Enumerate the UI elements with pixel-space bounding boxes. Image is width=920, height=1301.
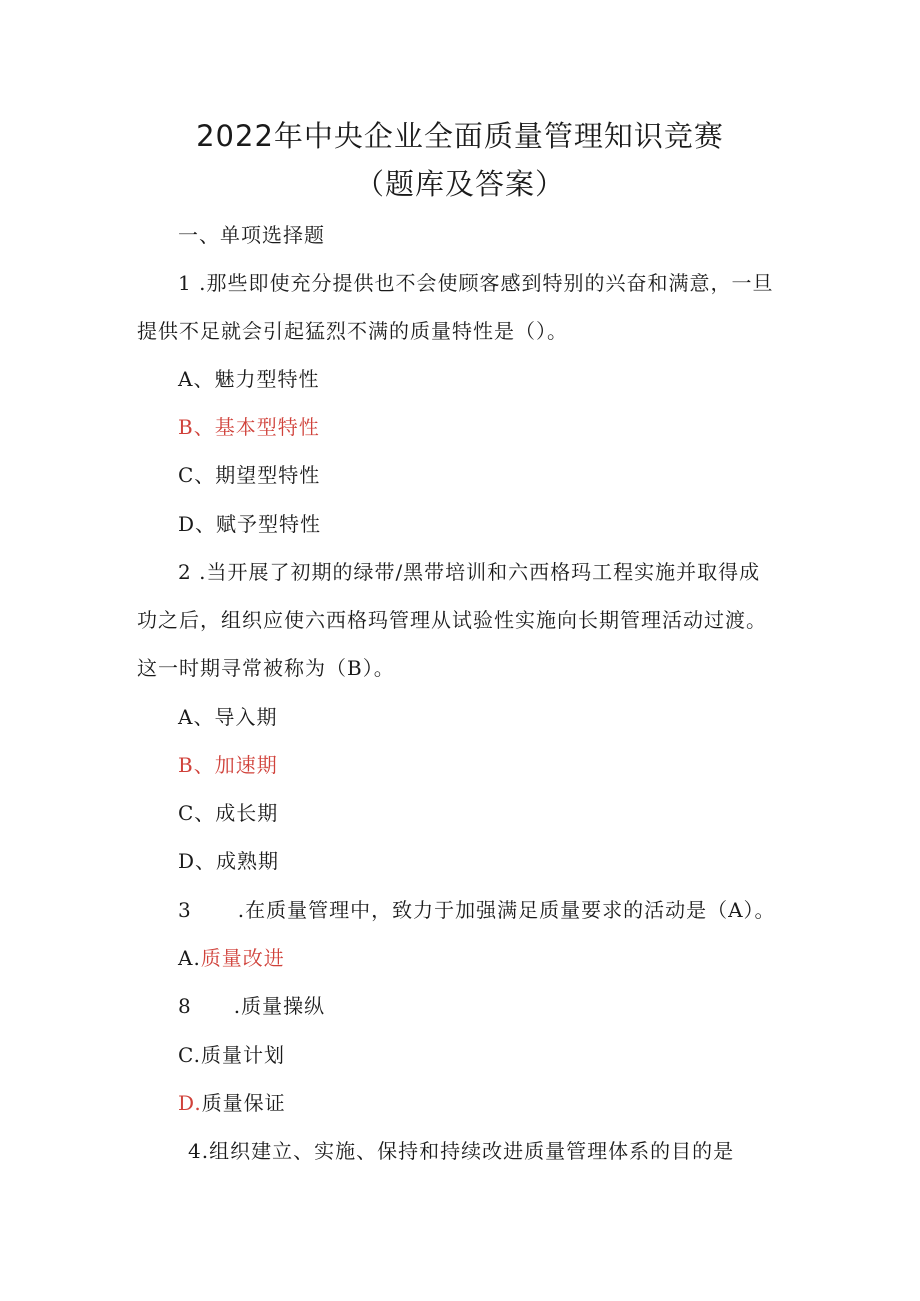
q2-option-c: C、成长期 <box>178 801 279 825</box>
q1-option-a: A、魅力型特性 <box>178 367 320 391</box>
q3-option-b-text: .质量操纵 <box>233 994 326 1018</box>
section-heading: 一、单项选择题 <box>178 223 325 247</box>
q2-stem-line3: 这一时期寻常被称为（B）。 <box>137 656 395 680</box>
q3-option-d-text: 质量保证 <box>201 1091 286 1115</box>
q2-option-a: A、导入期 <box>178 705 278 729</box>
q1-option-d: D、赋予型特性 <box>178 512 322 536</box>
q3-option-b <box>178 993 325 1019</box>
q2-option-d: D、成熟期 <box>178 849 280 873</box>
q3-option-a-answer: 质量改进 <box>200 946 285 970</box>
q3-option-a-prefix: A. <box>178 946 201 970</box>
q4-stem-line1: 4.组织建立、实施、保持和持续改进质量管理体系的目的是 <box>188 1139 735 1163</box>
q2-stem-line2: 功之后，组织应使六西格玛管理从试验性实施向长期管理活动过渡。 <box>137 608 767 632</box>
q1-stem-line2: 提供不足就会引起猛烈不满的质量特性是（）。 <box>137 319 568 343</box>
q3-text: .在质量管理中，致力于加强满足质量要求的活动是（A）。 <box>237 898 776 922</box>
q3-option-d-prefix: D. <box>178 1091 202 1115</box>
q3-option-c: C.质量计划 <box>178 1043 285 1067</box>
q3-number: 3 <box>178 898 192 922</box>
document-subtitle: （题库及答案） <box>354 167 565 201</box>
q1-option-b-answer: B、基本型特性 <box>178 415 320 439</box>
document-title: 2022年中央企业全面质量管理知识竞赛 <box>196 119 724 153</box>
q2-stem-line1: 2 .当开展了初期的绿带/黑带培训和六西格玛工程实施并取得成 <box>178 560 761 584</box>
q3-option-a <box>178 945 285 971</box>
q3-option-d <box>178 1090 286 1116</box>
q3-option-b-number: 8 <box>178 994 192 1018</box>
q1-option-c: C、期望型特性 <box>178 463 321 487</box>
q2-option-b-answer: B、加速期 <box>178 753 278 777</box>
q1-stem-line1: 1 .那些即使充分提供也不会使顾客感到特别的兴奋和满意，一旦 <box>178 271 774 295</box>
q3-stem <box>178 897 776 923</box>
